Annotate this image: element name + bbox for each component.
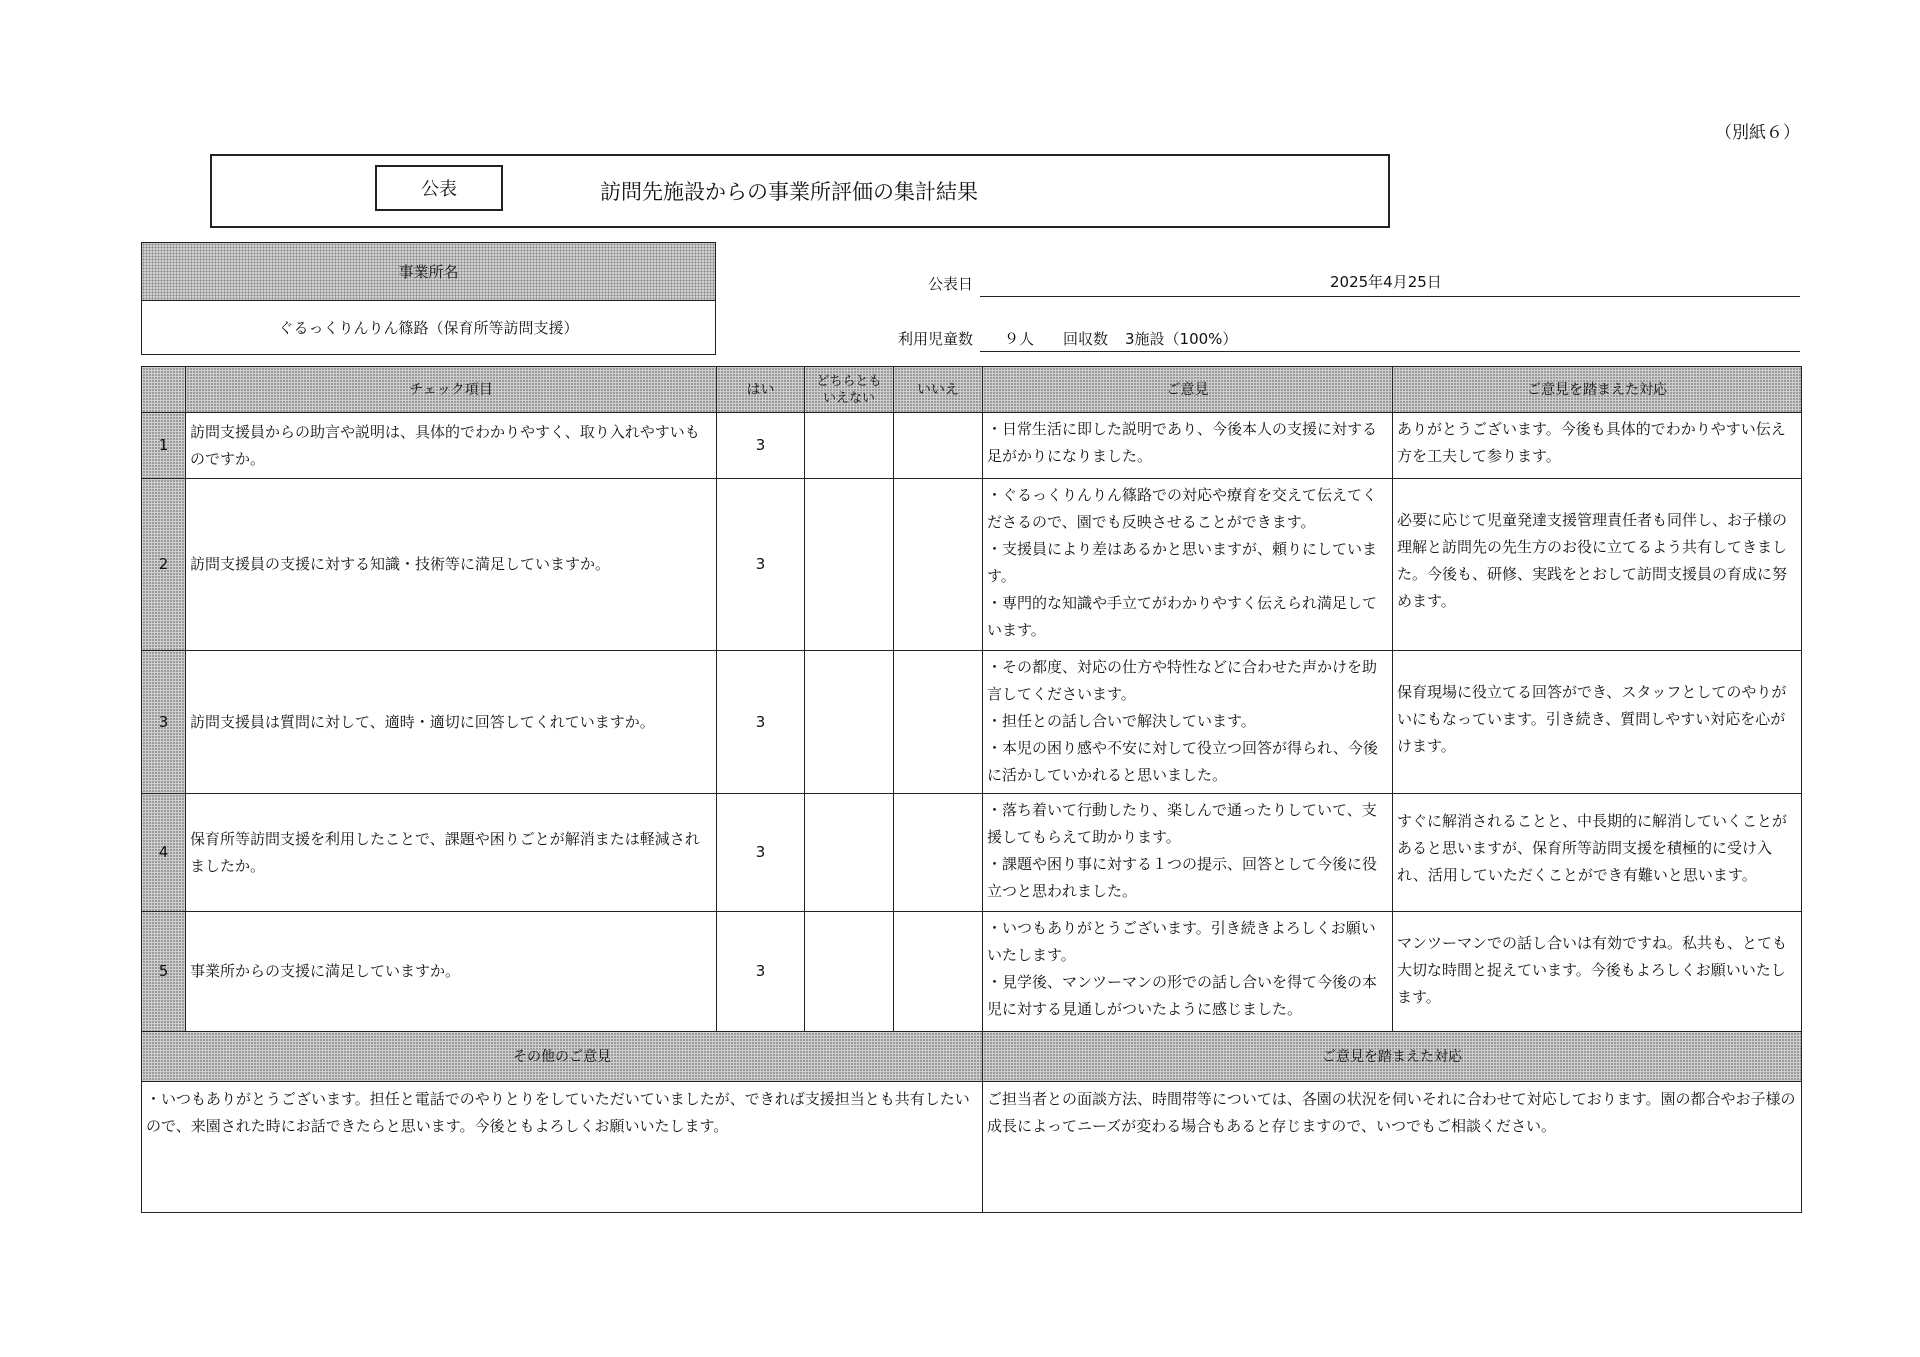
row-neither-count <box>805 413 894 479</box>
opinion-line: ・いつもありがとうございます。引き続きよろしくお願いいたします。 <box>987 919 1376 964</box>
other-opinion-header: その他のご意見 <box>142 1032 983 1082</box>
publication-badge: 公表 <box>375 165 503 211</box>
opinion-line: ・落ち着いて行動したり、楽しんで通ったりしていて、支援してもらえて助かります。 <box>987 801 1377 846</box>
page-title: 訪問先施設からの事業所評価の集計結果 <box>600 180 978 204</box>
row-yes-count: 3 <box>717 413 805 479</box>
row-neither-count <box>805 479 894 651</box>
row-yes-count: 3 <box>717 479 805 651</box>
row-question: 訪問支援員の支援に対する知識・技術等に満足していますか。 <box>186 479 717 651</box>
header-number <box>142 367 186 413</box>
header-opinion: ご意見 <box>983 367 1393 413</box>
row-opinion <box>983 479 1393 651</box>
header-neither: どちらとも いえない <box>805 367 894 413</box>
row-response: ありがとうございます。今後も具体的でわかりやすい伝え方を工夫して参ります。 <box>1393 413 1802 479</box>
row-opinion <box>983 912 1393 1032</box>
table-row <box>142 912 1802 1032</box>
row-question: 保育所等訪問支援を利用したことで、課題や困りごとが解消または軽減されましたか。 <box>186 794 717 912</box>
row-response: マンツーマンでの話し合いは有効ですね。私共も、とても大切な時間と捉えています。今後もよろしくお願いいたします。 <box>1393 912 1802 1032</box>
row-neither-count <box>805 651 894 794</box>
other-opinion-text: ・いつもありがとうございます。担任と電話でのやりとりをしていただいていましたが、できれば支援担当とも共有したいので、来園された時にお話できたらと思います。今後ともよろしくお願いいたします。 <box>142 1082 983 1213</box>
table-row <box>142 794 1802 912</box>
table-row <box>142 413 1802 479</box>
row-no-count <box>894 479 983 651</box>
opinion-line: ・担任との話し合いで解決しています。 <box>987 712 1256 730</box>
row-number: 5 <box>142 912 186 1032</box>
header-no: いいえ <box>894 367 983 413</box>
office-label: 事業所名 <box>142 243 715 301</box>
opinion-line: ・見学後、マンツーマンの形での話し合いを得て今後の本児に対する見通しがついたように感じました。 <box>987 973 1378 1018</box>
row-neither-count <box>805 794 894 912</box>
row-number: 3 <box>142 651 186 794</box>
row-response: 必要に応じて児童発達支援管理責任者も同伴し、お子様の理解と訪問先の先生方のお役に立てるよう共有してきました。今後も、研修、実践をとおして訪問支援員の育成に努めます。 <box>1393 479 1802 651</box>
collected-count-label: 回収数 <box>1063 330 1109 348</box>
row-number: 1 <box>142 413 186 479</box>
evaluation-table <box>141 366 1802 1213</box>
table-header-row <box>142 367 1802 413</box>
row-opinion <box>983 651 1393 794</box>
row-yes-count: 3 <box>717 794 805 912</box>
row-question: 訪問支援員は質問に対して、適時・適切に回答してくれていますか。 <box>186 651 717 794</box>
publication-date-value: 2025年4月25日 <box>1330 273 1442 291</box>
row-question: 事業所からの支援に満足していますか。 <box>186 912 717 1032</box>
opinion-line: ・支援員により差はあるかと思いますが、頼りにしています。 <box>987 540 1378 585</box>
other-response-header: ご意見を踏まえた対応 <box>983 1032 1802 1082</box>
header-check-item: チェック項目 <box>186 367 717 413</box>
opinion-line: ・その都度、対応の仕方や特性などに合わせた声かけを助言してくださいます。 <box>987 658 1378 703</box>
row-opinion <box>983 794 1393 912</box>
row-yes-count: 3 <box>717 912 805 1032</box>
publication-date-underline <box>980 296 1800 297</box>
opinion-line: ・本児の困り感や不安に対して役立つ回答が得られ、今後に活かしていかれると思いました。 <box>987 739 1378 784</box>
row-no-count <box>894 912 983 1032</box>
office-name: ぐるっくりんりん篠路（保育所等訪問支援） <box>278 319 579 337</box>
row-yes-count: 3 <box>717 651 805 794</box>
collected-count-value: 3施設（100%） <box>1125 330 1238 348</box>
row-response: 保育現場に役立てる回答ができ、スタッフとしてのやりがいにもなっています。引き続き、質問しやすい対応を心がけます。 <box>1393 651 1802 794</box>
row-no-count <box>894 413 983 479</box>
opinion-line: ・ぐるっくりんりん篠路での対応や療育を交えて伝えてくださるので、園でも反映させることができます。 <box>987 486 1378 531</box>
row-no-count <box>894 651 983 794</box>
other-content-row <box>142 1082 1802 1213</box>
row-number: 2 <box>142 479 186 651</box>
row-response: すぐに解消されることと、中長期的に解消していくことがあると思いますが、保育所等訪問支援を積極的に受け入れ、活用していただくことができ有難いと思います。 <box>1393 794 1802 912</box>
opinion-line: ・課題や困り事に対する１つの提示、回答として今後に役立つと思われました。 <box>987 855 1378 900</box>
header-yes: はい <box>717 367 805 413</box>
header-response: ご意見を踏まえた対応 <box>1393 367 1802 413</box>
other-header-row <box>142 1032 1802 1082</box>
children-count-label: 利用児童数 <box>898 330 974 348</box>
row-no-count <box>894 794 983 912</box>
children-count-value: ９人 <box>1004 330 1035 348</box>
row-question: 訪問支援員からの助言や説明は、具体的でわかりやすく、取り入れやすいものですか。 <box>186 413 717 479</box>
table-row <box>142 651 1802 794</box>
row-neither-count <box>805 912 894 1032</box>
other-response-text: ご担当者との面談方法、時間帯等については、各園の状況を伺いそれに合わせて対応しております。園の都合やお子様の成長によってニーズが変わる場合もあると存じますので、いつでもご相談ください。 <box>983 1082 1802 1213</box>
table-row <box>142 479 1802 651</box>
office-box <box>141 242 716 355</box>
row-number: 4 <box>142 794 186 912</box>
stats-underline <box>980 351 1800 352</box>
row-opinion <box>983 413 1393 479</box>
appendix-label: （別紙６） <box>1715 123 1800 143</box>
opinion-line: ・日常生活に即した説明であり、今後本人の支援に対する足がかりになりました。 <box>987 420 1378 465</box>
publication-date-label: 公表日 <box>928 275 974 293</box>
opinion-line: ・専門的な知識や手立てがわかりやすく伝えられ満足しています。 <box>987 594 1378 639</box>
